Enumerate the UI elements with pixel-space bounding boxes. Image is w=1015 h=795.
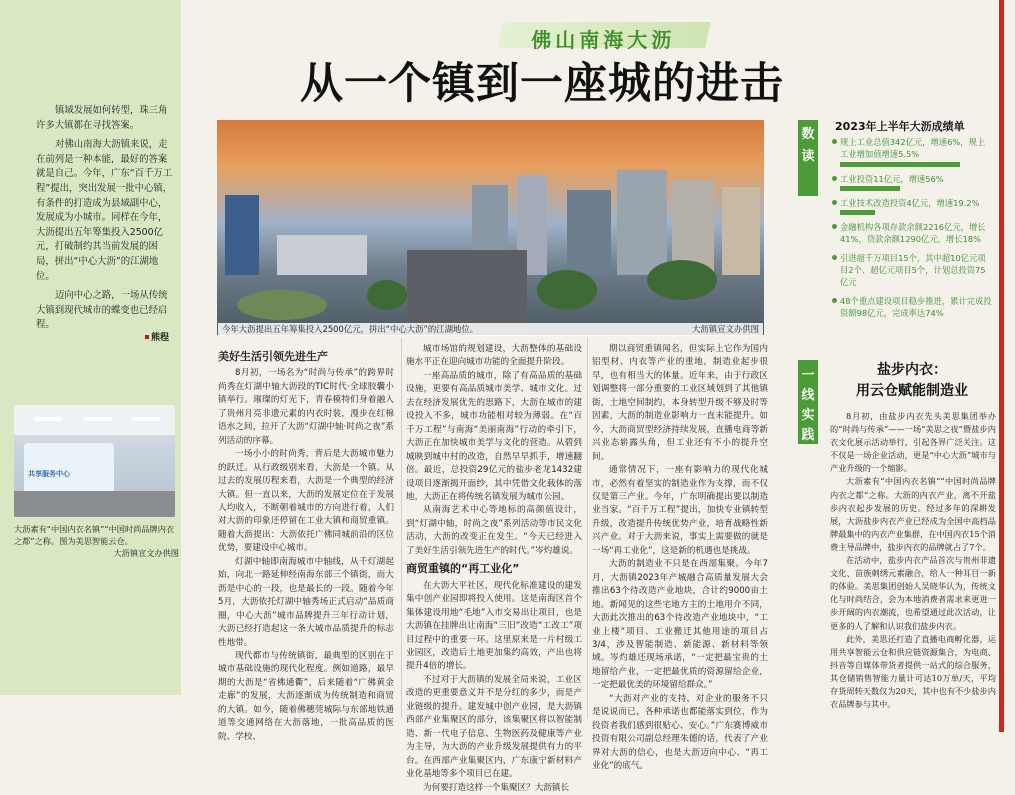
stat-text: 规上工业总值342亿元，增速6%，规上工业增加值增速5.5% xyxy=(840,137,986,160)
paragraph: 不过对于大沥镇的发展全局来说，工业区改造的更重要意义并不是分红的多少，而是产业链级的提升。建发城中创产业园，是大沥镇西部产业集聚区的部分，该集聚区将以智能制造、新一代电子信息、生物医药及健康等产业为主导，为大沥的产业升级发展提供有力的平台。在西部产业集聚区内，广东康宁新材料产业化基地等多个项目已在建。 xyxy=(406,674,582,780)
paragraph: “大沥对产业的支持，对企业的服务不只是说说而已，各种承诺也都能落实到位，作为投资者我们感到很贴心、安心。”广东赛博威市投资有限公司副总经理朱德的话，代表了产业界对大沥的信心，也是大沥迈向中心、“再工业化”的底气。 xyxy=(592,693,768,772)
tree xyxy=(537,270,597,310)
paragraph: 8月初，一场名为“时尚与传承”的跨界时尚秀在灯湖中轴大沥段的TIC时代·全球胶囊小镇举行。璀璨的灯光下，青春模特们身着融入了贵州月亮非遗元素的内衣时装，漫步在红棉语水之间，拉开了大沥“灯湖中轴·时尚之夜”系列活动的序幕。 xyxy=(218,368,394,446)
article-column-3 xyxy=(592,343,768,774)
paragraph: 为何要打造这样一个集聚区？大沥镇长 xyxy=(423,782,570,793)
sidebar-intro xyxy=(36,104,174,338)
article-column-2 xyxy=(406,343,582,795)
practice-title xyxy=(828,360,996,402)
sidebar-caption-credit: 大沥镇宣文办供图 xyxy=(113,547,179,558)
practice-article xyxy=(830,410,996,711)
tree xyxy=(237,290,327,320)
sidebar-caption-text: 大沥素有“中国内衣名镇”“中国时尚品牌内衣之都”之称。图为美思智能云仓。 xyxy=(14,524,175,546)
main-caption-credit: 大沥镇宣文办供图 xyxy=(692,324,759,334)
practice-label: 一线实践 xyxy=(798,360,818,444)
sidebar-paragraph-1: 镇域发展如何转型，珠三角许多大镇都在寻找答案。 xyxy=(36,105,168,131)
ceiling-lamp xyxy=(132,417,160,421)
stat-item xyxy=(832,252,992,289)
building xyxy=(567,190,611,275)
stat-item xyxy=(832,221,992,246)
paragraph: 城市场馆的规划建设，大沥整体的基础设施水平正在迎向城市功能的全面提升阶段。 xyxy=(406,344,582,368)
stat-bar xyxy=(840,162,960,167)
paragraph: 大沥素有“中国内衣名镇”“中国时尚品牌内衣之都”之称。大沥的内衣产业，离不开盐步内衣起步发展的历史。经过多年的深耕发展，大沥盐步内衣产业已经成为全国中高档品牌最集中的内衣产业集群，在中国内衣15个消费主导品牌中，盐步内衣的品牌就占了7个。 xyxy=(830,476,996,552)
ceiling-lamp xyxy=(84,417,112,421)
sidebar-paragraph-3: 迈向中心之路，一场从传统大镇到现代城市的蝶变也已经启程。 xyxy=(36,290,168,331)
paragraph: 8月初，由盐步内衣先头美思集团举办的“时尚与传承”——一场“美思之夜”暨盐步内衣文化展示活动举行，引起各界广泛关注。这不仅是一场企业活动，更是“中心大沥”城市与产业升级的一个缩影。 xyxy=(830,411,996,474)
practice-title-line-1: 盐步内衣： xyxy=(877,362,947,378)
kicker-text: 佛山南海大沥 xyxy=(531,28,676,52)
tree xyxy=(647,260,717,300)
paragraph: 现代都市与传统镇街，最典型的区别在于城市基础设施的现代化程度。例如道路，最早期的大沥是“省佛通衢”，后来随着“广佛黄金走廊”的发展，大沥逐渐成为传统制造和商贸的大镇。如今，随着佛穗莞城际与东部地铁通道等交通网络在大沥落地，一批高品质的医院、学校、 xyxy=(218,650,394,742)
building xyxy=(617,170,667,275)
data-read-label: 数读 xyxy=(798,120,818,196)
wall-sign: 共享服务中心 xyxy=(28,470,70,478)
paragraph: 一场小小的时尚秀，背后是大沥城市魅力的跃迁。从行政级别来看，大沥是一个镇。从过去的发展历程来看，大沥是一个典型的经济大镇。但一直以来，大沥的发展定位在于发展人均收入，不断朝着城市的方向进行着，人们对大沥的印象还停留在工业大镇和商贸重镇。随着大沥提出：大沥依托广佛同城前沿的区位优势，要建设中心城市。 xyxy=(218,449,394,554)
paragraph: 此外，美思还打造了直播电商孵化器，运用共享智能云仓和供应链资源集合，为电商、抖音等自媒体带货者提供一站式的综合服务，其仓储销售智能力量计可达10万单/天，平均存货周转天数仅为20天，其中也有不少盐步内衣品牌参与其中。 xyxy=(830,633,996,710)
practice-title-line-2: 用云仓赋能制造业 xyxy=(856,383,968,399)
stat-text: 48个重点建设项目稳步推进，累计完成投资额98亿元，完成率达74% xyxy=(840,295,992,318)
subheading-2: 商贸重镇的“再工业化” xyxy=(406,562,520,576)
paragraph: 在活动中，盐步内衣产品首次与贵州非遗文化、苗族刺绣元素融合，给人一种耳目一新的体验。美思集团创始人吴晓华认为，传统文化与时尚结合，会为本地消费者需求来更进一步开阔的内衣潮流，也希望通过此次活动，让更多的人了解和认识我们盐步内衣。 xyxy=(830,555,996,631)
stat-item xyxy=(832,295,992,320)
subheading-1: 美好生活引领先进生产 xyxy=(218,350,328,363)
paragraph: 从南海艺术中心等地标的高颜值设计，到“灯湖中轴，时尚之夜”系列活动等市民文化活动，大沥的改变正在发生。“今天已经进入了美好生活引领先进生产的时代。”岑灼雄说。 xyxy=(406,505,582,556)
stats-list xyxy=(832,136,992,325)
paragraph: 灯湖中轴即南海城市中轴线，从千灯湖起始，向北一路延伸经南海东部三个镇街，而大沥是中心的一段，也是最长的一段。随着今年5月，大沥依托灯湖中轴秀场正式启动“品质商圈，中心大沥”城市品牌提升三年行动计划，大沥已经打造起这一条大城市品质提升的标志性地带。 xyxy=(218,556,394,648)
paragraph: 一座高品质的城市，除了有高品质的基础设施，更要有高品质城市美学、城市文化。过去在经济发展优先的思路下，大沥在城市的建设投入不多，城市功能相对较为薄弱。在“百千万工程”与南海“美丽南海”行动的牵引下，大沥正在加快城市美学与文化的营造。从碧到城映到城中村的改造，自然早早抓手，增速翻倍。最近，总投资29亿元的盐步老龙1432建设项目逐渐揭开面纱，其中凭借文化载体的落地，大沥正在将传统名镇发展为城市公园。 xyxy=(406,370,582,502)
column-divider xyxy=(587,338,588,718)
building xyxy=(277,235,367,275)
stat-bar xyxy=(840,210,875,215)
main-photo-caption xyxy=(218,323,763,336)
article-column-1 xyxy=(218,346,394,744)
cloud-warehouse-photo xyxy=(14,405,175,517)
author-byline: 熊程 xyxy=(145,330,169,343)
sidebar-paragraph-2: 对佛山南海大沥镇来说，走在前列是一种本能，最好的答案就是自己。今年，广东“百千万工程”提出，突出发展一批中心镇，有条件的打造成为县域副中心，发展成为小城市。同样在今年，大沥提出五年筹集投入2500亿元，打破制约其当前发展的困局，拼出“中心大沥”的江湖地位。 xyxy=(36,139,173,282)
stat-text: 金融机构各项存款余额2216亿元，增长41%，贷款余额1290亿元，增长18% xyxy=(840,222,986,245)
paragraph: 期以商贸重镇闻名，但实际上它作为国内铝型材、内衣等产业的重地，制造业起步很早，也有相当大的体量。近年来，由于行政区划调整将一部分重要的工业区域划到了其他镇街，土地空间制约，本身转型升级不够及时等因素，大沥的制造业影响力一直未能提升。如今，大沥商贸型经济持续发展，直播电商等新兴业态崭露头角，但工业还有不小的提升空间。 xyxy=(592,344,768,462)
building xyxy=(722,187,760,275)
headline: 从一个镇到一座城的进击 xyxy=(300,59,784,109)
sidebar-photo-caption xyxy=(14,524,179,559)
building xyxy=(225,195,259,275)
paragraph: 在大沥大平社区，现代化标准建设的建发集中创产业园即将投入使用。这是南海区首个集体建设用地“毛地”入市交易出让项目，也是大沥镇在挂牌出让南海“三旧”改造“工改工”项目过程中的重要一环。这里原来是一片村级工业园区，改造后土地更加集约高效，产出也将提升4倍的增长。 xyxy=(406,580,582,672)
column-divider xyxy=(401,338,402,718)
stat-item xyxy=(832,173,992,191)
section-kicker xyxy=(497,22,711,52)
paragraph: 大沥的制造业不只是在西部集聚。今年7月，大沥镇2023年产城融合高质量发展大会推出63个待改造产业地块，合计约9000亩土地。新闻见的这些宅地方主的土地用介不同，大沥此次推出的63个待改造产业地块中，“工业上楼”项目、工业搬迁其他用途的项目占3/4，涉及智能制造、新能源、新材料等领域。岑灼雄还现场承诺，“一定把最宝贵的土地留给产业，一定把最优质的资源留给企业，一定把最优美的环境留给群众。” xyxy=(592,559,768,691)
paragraph: 通常情况下，一座有影响力的现代化城市，必然有着坚实的制造业作为支撑，而不仅仅是第三产业。今年，广东明确提出要以制造业当家。“百千万工程”提出，加快专业镇转型升级，改造提升传统优势产业，培育战略性新兴产业。对于大沥来说，事实上需要做的就是一场“再工业化”，这是新的机遇也是挑战。 xyxy=(592,465,768,556)
photo-floor xyxy=(14,491,175,517)
stat-item xyxy=(832,136,992,167)
left-sidebar-panel xyxy=(0,0,181,695)
stat-text: 引进超千万项目15个，其中超10亿元项目2个、超亿元项目5个，计划总投资75亿元 xyxy=(840,252,986,288)
ceiling-lamp xyxy=(34,417,62,421)
stat-bar xyxy=(840,186,900,191)
main-caption-text: 今年大沥提出五年筹集投入2500亿元，拼出“中心大沥”的江湖地位。 xyxy=(222,324,479,334)
page-edge-band xyxy=(999,0,1004,732)
stats-title: 2023年上半年大沥成绩单 xyxy=(835,120,965,133)
stat-text: 工业投资11亿元，增速56% xyxy=(840,173,944,184)
city-aerial-photo xyxy=(217,120,764,335)
stat-text: 工业技术改造投资4亿元，增速19.2% xyxy=(840,197,980,208)
stat-item xyxy=(832,197,992,215)
tree xyxy=(367,280,407,310)
